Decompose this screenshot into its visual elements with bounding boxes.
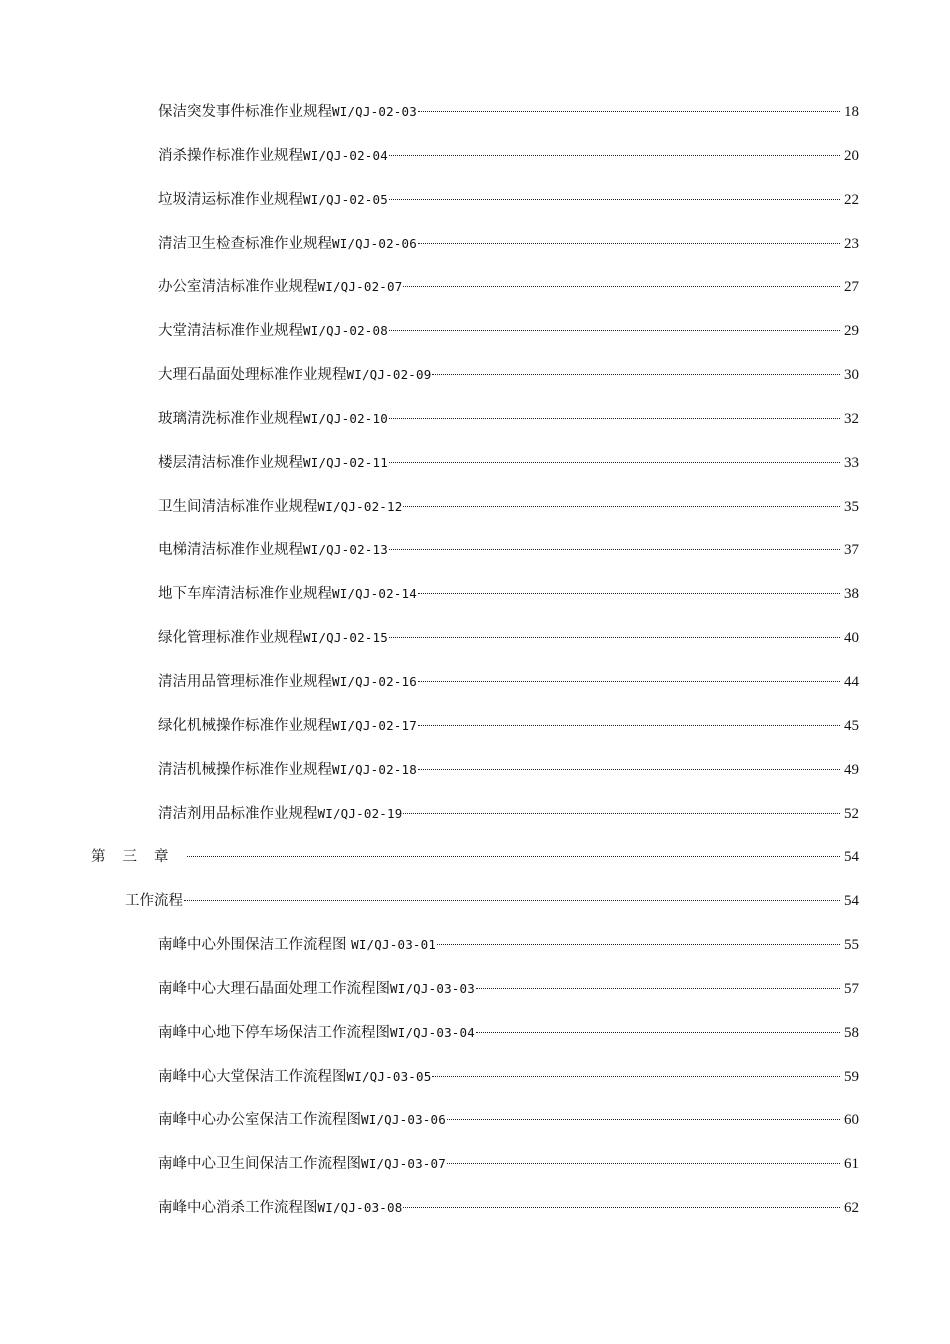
toc-entry-title bbox=[158, 1067, 431, 1087]
toc-entry-name: 楼层清洁标准作业规程 bbox=[158, 454, 303, 471]
toc-entry[interactable] bbox=[0, 616, 950, 660]
toc-entry-code: WI/QJ-02-10 bbox=[303, 410, 388, 426]
toc-entry-title bbox=[158, 1023, 475, 1043]
toc-entry-title bbox=[158, 234, 417, 254]
toc-entry-code: WI/QJ-02-09 bbox=[346, 367, 432, 383]
toc-page-number: 55 bbox=[844, 937, 859, 954]
toc-entry[interactable] bbox=[0, 222, 950, 266]
toc-entry-code: WI/QJ-02-14 bbox=[332, 586, 417, 602]
dot-leader bbox=[447, 1163, 840, 1164]
dot-leader bbox=[389, 549, 840, 550]
toc-entry-line bbox=[158, 234, 859, 254]
toc-entry-line bbox=[158, 760, 859, 780]
toc-entry-name: 大堂清洁标准作业规程 bbox=[158, 323, 303, 340]
toc-page-number: 54 bbox=[844, 893, 859, 910]
toc-entry[interactable] bbox=[0, 1011, 950, 1055]
toc-entry-line bbox=[158, 190, 859, 210]
toc-entry[interactable] bbox=[0, 1142, 950, 1186]
toc-entry-code: WI/QJ-03-08 bbox=[317, 1200, 403, 1216]
toc-entry-code: WI/QJ-03-06 bbox=[361, 1112, 446, 1128]
toc-page-number: 18 bbox=[844, 104, 859, 120]
toc-entry-title bbox=[158, 1110, 446, 1130]
toc-entry-line bbox=[158, 409, 859, 429]
toc-entry[interactable] bbox=[0, 704, 950, 748]
toc-entry[interactable] bbox=[0, 792, 950, 836]
toc-entry-line bbox=[158, 1067, 859, 1087]
toc-entry-title bbox=[91, 847, 186, 867]
dot-leader bbox=[432, 374, 840, 375]
toc-page-number: 40 bbox=[844, 630, 859, 647]
toc-page-number: 32 bbox=[844, 410, 859, 427]
dot-leader bbox=[389, 418, 840, 419]
dot-leader bbox=[476, 1032, 840, 1033]
dot-leader bbox=[403, 286, 840, 287]
toc-entry-name: 大理石晶面处理标准作业规程 bbox=[158, 367, 347, 384]
toc-page-number: 44 bbox=[844, 673, 859, 690]
toc-entry-name: 清洁用品管理标准作业规程 bbox=[158, 673, 332, 690]
toc-entry-code: WI/QJ-03-01 bbox=[351, 937, 437, 953]
dot-leader bbox=[184, 900, 840, 901]
toc-page-number: 57 bbox=[844, 980, 859, 997]
toc-page-number: 29 bbox=[844, 323, 859, 340]
toc-entry-line bbox=[158, 672, 859, 692]
toc-entry-code: WI/QJ-02-15 bbox=[303, 630, 388, 646]
toc-entry-code: WI/QJ-02-18 bbox=[332, 761, 417, 777]
toc-entry-line bbox=[158, 628, 859, 648]
toc-entry-name: 南峰中心卫生间保洁工作流程图 bbox=[158, 1156, 361, 1173]
toc-entry-title bbox=[158, 935, 436, 955]
toc-entry-title bbox=[158, 277, 402, 297]
toc-entry-title bbox=[158, 146, 388, 166]
toc-page-number: 37 bbox=[844, 542, 859, 559]
toc-page-number: 23 bbox=[844, 235, 859, 252]
toc-page-number: 20 bbox=[844, 147, 859, 164]
toc-entry-code: WI/QJ-02-03 bbox=[332, 104, 417, 119]
toc-entry[interactable] bbox=[0, 178, 950, 222]
toc-entry-name: 地下车库清洁标准作业规程 bbox=[158, 586, 332, 603]
toc-entry-title bbox=[158, 584, 417, 604]
toc-entry-line bbox=[158, 584, 859, 604]
dot-leader bbox=[418, 681, 840, 682]
toc-entry-code: WI/QJ-02-06 bbox=[332, 235, 417, 251]
toc-entry-line bbox=[158, 277, 859, 297]
toc-entry[interactable] bbox=[0, 1098, 950, 1142]
toc-entry[interactable] bbox=[0, 309, 950, 353]
toc-entry-name: 工作流程 bbox=[125, 893, 183, 910]
toc-entry-code: WI/QJ-02-13 bbox=[303, 542, 388, 558]
toc-entry-line bbox=[158, 321, 859, 341]
dot-leader bbox=[418, 593, 840, 594]
toc-entry-code: WI/QJ-02-11 bbox=[303, 454, 388, 470]
toc-entry-name: 南峰中心大理石晶面处理工作流程图 bbox=[158, 980, 390, 997]
toc-entry-code: WI/QJ-03-04 bbox=[390, 1024, 475, 1040]
toc-entry-title bbox=[158, 628, 388, 648]
toc-entry-title bbox=[158, 453, 388, 473]
dot-leader bbox=[432, 1076, 840, 1077]
toc-entry-title bbox=[158, 365, 431, 385]
toc-entry[interactable] bbox=[0, 835, 950, 879]
toc-entry-code: WI/QJ-02-04 bbox=[303, 147, 388, 163]
toc-entry-title bbox=[158, 409, 388, 429]
dot-leader bbox=[447, 1119, 840, 1120]
toc-entry-code: WI/QJ-02-08 bbox=[303, 323, 388, 339]
toc-entry-title bbox=[158, 321, 388, 341]
toc-entry[interactable] bbox=[0, 134, 950, 178]
dot-leader bbox=[476, 988, 840, 989]
toc-entry-code: WI/QJ-03-05 bbox=[346, 1068, 432, 1084]
dot-leader bbox=[389, 637, 840, 638]
toc-entry-title bbox=[158, 1154, 446, 1174]
toc-entry-code: WI/QJ-03-03 bbox=[390, 980, 475, 996]
toc-entry[interactable] bbox=[0, 967, 950, 1011]
toc-entry-title bbox=[158, 979, 475, 999]
toc-entry-line bbox=[158, 979, 859, 999]
toc-entry-title bbox=[158, 102, 417, 122]
toc-entry-title bbox=[158, 672, 417, 692]
toc-entry-name: 南峰中心办公室保洁工作流程图 bbox=[158, 1112, 361, 1129]
toc-entry-line bbox=[158, 716, 859, 736]
toc-page-number: 62 bbox=[844, 1200, 859, 1217]
toc-entry-title bbox=[158, 190, 388, 210]
toc-entry[interactable] bbox=[0, 397, 950, 441]
toc-entry-name: 南峰中心地下停车场保洁工作流程图 bbox=[158, 1024, 390, 1041]
chapter-heading: 第三章 bbox=[91, 849, 186, 866]
toc-page-number: 22 bbox=[844, 191, 859, 208]
toc-entry-code: WI/QJ-03-07 bbox=[361, 1156, 446, 1172]
toc-entry-name: 绿化机械操作标准作业规程 bbox=[158, 717, 332, 734]
toc-entry-name: 南峰中心大堂保洁工作流程图 bbox=[158, 1068, 347, 1085]
toc-entry-name: 清洁剂用品标准作业规程 bbox=[158, 805, 318, 822]
toc-entry-line bbox=[158, 1198, 859, 1218]
toc-entry-line bbox=[158, 146, 859, 166]
toc-entry[interactable] bbox=[0, 265, 950, 309]
toc-entry-name: 电梯清洁标准作业规程 bbox=[158, 542, 303, 559]
dot-leader bbox=[389, 330, 840, 331]
toc-entry[interactable] bbox=[0, 879, 950, 923]
toc-entry-code: WI/QJ-02-07 bbox=[317, 279, 403, 295]
dot-leader bbox=[403, 813, 840, 814]
toc-entry-line bbox=[158, 453, 859, 473]
toc-entry-code: WI/QJ-02-17 bbox=[332, 717, 417, 733]
toc-page-number: 35 bbox=[844, 498, 859, 515]
toc-entry-code: WI/QJ-02-05 bbox=[303, 191, 388, 207]
toc-entry-line bbox=[158, 1110, 859, 1130]
toc-page-number: 38 bbox=[844, 586, 859, 603]
dot-leader bbox=[418, 725, 840, 726]
toc-entry-name: 南峰中心消杀工作流程图 bbox=[158, 1200, 318, 1217]
toc-page-number: 49 bbox=[844, 761, 859, 778]
dot-leader bbox=[418, 111, 840, 112]
toc-entry-code: WI/QJ-02-12 bbox=[317, 498, 403, 514]
toc-entry-line bbox=[158, 804, 859, 824]
toc-entry-title bbox=[158, 760, 417, 780]
toc-page-number: 54 bbox=[844, 849, 859, 866]
dot-leader bbox=[389, 462, 840, 463]
dot-leader bbox=[403, 506, 840, 507]
toc-entry-name: 清洁卫生检查标准作业规程 bbox=[158, 235, 332, 252]
toc-entry[interactable] bbox=[0, 485, 950, 529]
toc-entry-name: 消杀操作标准作业规程 bbox=[158, 147, 303, 164]
toc-entry-line bbox=[158, 365, 859, 385]
toc-entry[interactable] bbox=[0, 441, 950, 485]
toc-entry-name: 保洁突发事件标准作业规程 bbox=[158, 104, 332, 120]
toc-entry-name: 玻璃清洗标准作业规程 bbox=[158, 410, 303, 427]
toc-entry-line bbox=[91, 847, 859, 867]
toc-page-number: 61 bbox=[844, 1156, 859, 1173]
toc-entry-title bbox=[158, 716, 417, 736]
dot-leader bbox=[187, 856, 841, 857]
toc-entry-title bbox=[125, 891, 183, 911]
dot-leader bbox=[389, 199, 840, 200]
toc-entry[interactable] bbox=[0, 923, 950, 967]
toc-entry-line bbox=[158, 497, 859, 517]
toc-entry-title bbox=[158, 540, 388, 560]
toc-entry-line bbox=[158, 1023, 859, 1043]
toc-entry[interactable] bbox=[0, 660, 950, 704]
dot-leader bbox=[437, 944, 840, 945]
toc-entry-line bbox=[158, 540, 859, 560]
toc-entry-name: 办公室清洁标准作业规程 bbox=[158, 279, 318, 296]
toc-page-number: 45 bbox=[844, 717, 859, 734]
toc-entry-title bbox=[158, 497, 402, 517]
toc-entry-title bbox=[158, 804, 402, 824]
toc-entry-name: 卫生间清洁标准作业规程 bbox=[158, 498, 318, 515]
toc-entry-name: 南峰中心外围保洁工作流程图 bbox=[158, 937, 352, 954]
toc-entry-line bbox=[158, 1154, 859, 1174]
toc-entry[interactable] bbox=[0, 1186, 950, 1230]
toc-entry-line bbox=[125, 891, 859, 911]
toc-entry[interactable] bbox=[0, 353, 950, 397]
toc-page-number: 30 bbox=[844, 367, 859, 384]
toc-page-number: 52 bbox=[844, 805, 859, 822]
toc-entry-line bbox=[158, 102, 859, 122]
toc-entry-title bbox=[158, 1198, 402, 1218]
toc-entry-line bbox=[158, 935, 859, 955]
toc-page-number: 60 bbox=[844, 1112, 859, 1129]
table-of-contents bbox=[0, 90, 950, 1230]
toc-entry-code: WI/QJ-02-16 bbox=[332, 673, 417, 689]
toc-entry-name: 垃圾清运标准作业规程 bbox=[158, 191, 303, 208]
toc-page-number: 58 bbox=[844, 1024, 859, 1041]
toc-entry[interactable] bbox=[0, 748, 950, 792]
dot-leader bbox=[389, 155, 840, 156]
toc-page-number: 27 bbox=[844, 279, 859, 296]
toc-entry-name: 清洁机械操作标准作业规程 bbox=[158, 761, 332, 778]
toc-page-number: 33 bbox=[844, 454, 859, 471]
toc-entry[interactable] bbox=[0, 90, 950, 134]
dot-leader bbox=[418, 243, 840, 244]
toc-entry[interactable] bbox=[0, 528, 950, 572]
toc-entry-name: 绿化管理标准作业规程 bbox=[158, 630, 303, 647]
toc-entry[interactable] bbox=[0, 1055, 950, 1099]
toc-page-number: 59 bbox=[844, 1068, 859, 1085]
dot-leader bbox=[403, 1207, 840, 1208]
toc-entry-code: WI/QJ-02-19 bbox=[317, 805, 403, 821]
dot-leader bbox=[418, 769, 840, 770]
toc-entry[interactable] bbox=[0, 572, 950, 616]
